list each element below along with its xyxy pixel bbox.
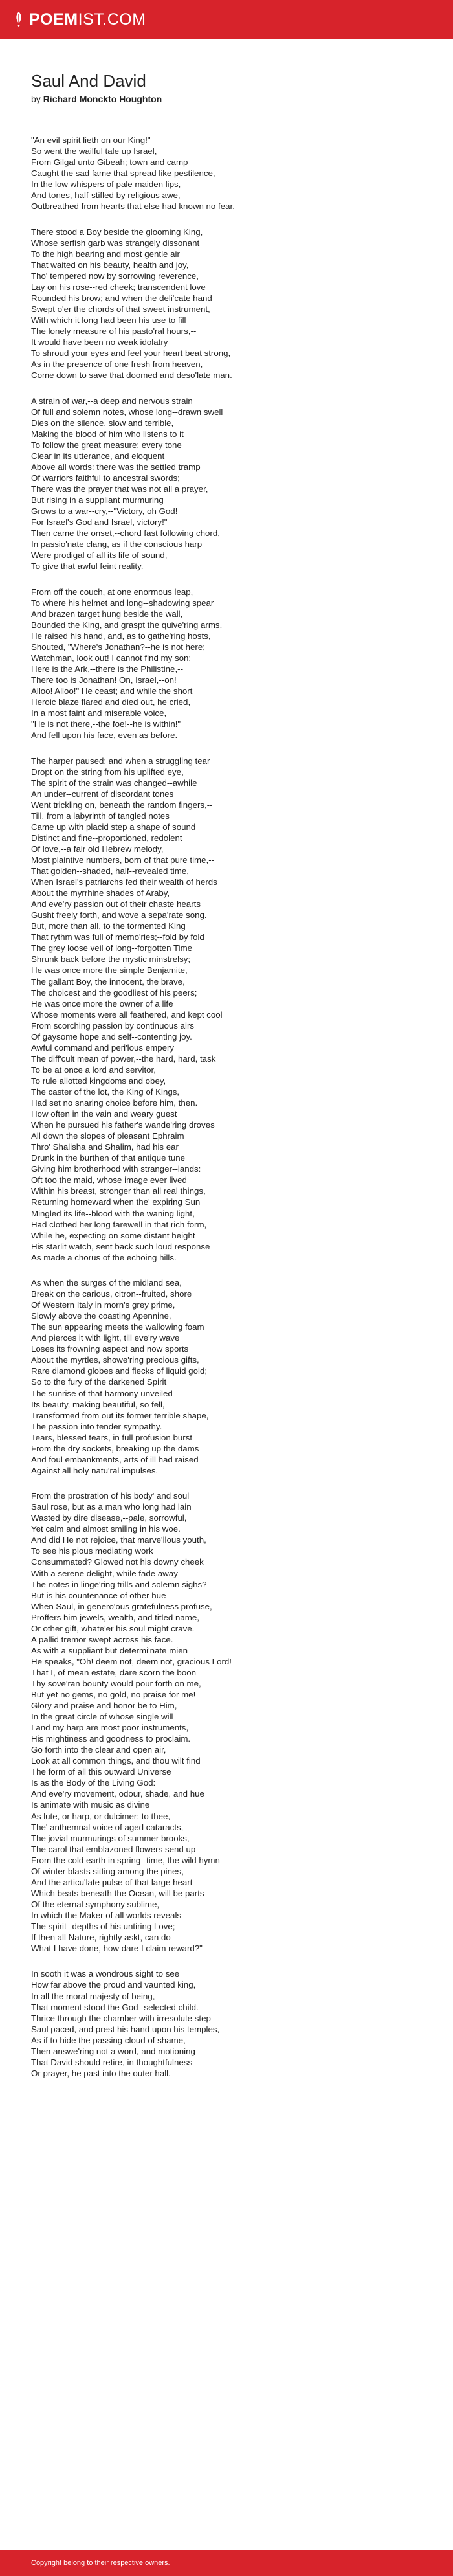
poem-line: That I, of mean estate, dare scorn the boon — [31, 1667, 197, 1677]
poem-line: That rythm was full of memo'ries;--fold by fold — [31, 932, 204, 943]
poem-line: Of Western Italy in morn's grey prime, — [31, 1300, 175, 1310]
quill-pen-icon — [14, 12, 23, 27]
poem-line: As with a suppliant but determi'nate mien — [31, 1645, 188, 1655]
poem-line: All down the slopes of pleasant Ephraim — [31, 1131, 184, 1141]
poem-line: To where his helmet and long--shadowing spear — [31, 598, 214, 608]
poem-line: The choicest and the goodliest of his peers; — [31, 987, 197, 998]
poem-line: As if to hide the passing cloud of shame, — [31, 2035, 186, 2045]
poem-line: Loses its frowning aspect and now sports — [31, 1344, 189, 1354]
poem-content — [31, 71, 432, 2093]
poem-line: There stood a Boy beside the glooming King, — [31, 227, 203, 237]
poem-line: Then answe'ring not a word, and motioning — [31, 2046, 195, 2056]
copyright-text: Copyright belong to their respective owners. — [31, 2559, 170, 2567]
poem-line: Making the blood of him who listens to it — [31, 429, 184, 439]
poem-line: From the dry sockets, breaking up the dams — [31, 1443, 199, 1453]
poem-line: Dies on the silence, slow and terrible, — [31, 418, 174, 428]
poem-line: Shouted, "Where's Jonathan?--he is not here; — [31, 642, 205, 652]
poem-line: To rule allotted kingdoms and obey, — [31, 1075, 166, 1086]
poem-line: Went trickling on, beneath the random fingers,-- — [31, 800, 213, 810]
poem-line: Transformed from out its former terrible shape, — [31, 1410, 209, 1420]
poem-line: Go forth into the clear and open air, — [31, 1745, 166, 1755]
logo-text-strong: POEM — [29, 10, 78, 28]
poem-line: Heroic blaze flared and died out, he cried, — [31, 697, 191, 708]
poem-line: In the low whispers of pale maiden lips, — [31, 179, 181, 190]
poem-title: Saul And David — [31, 71, 146, 91]
poem-line: In the great circle of whose single will — [31, 1712, 173, 1722]
poem-line: That golden--shaded, half--revealed time, — [31, 866, 189, 877]
poem-line: From off the couch, at one enormous leap, — [31, 587, 193, 597]
poem-line: Is animate with music as divine — [31, 1800, 150, 1810]
poem-line: But is his countenance of other hue — [31, 1590, 166, 1600]
poem-line: Came up with placid step a shape of sound — [31, 822, 196, 832]
poem-line: Mingled its life--blood with the waning light, — [31, 1208, 195, 1218]
poem-line: His mightiness and goodness to proclaim. — [31, 1734, 191, 1744]
poem-line: Gusht freely forth, and wove a sepa'rate song. — [31, 910, 207, 921]
poem-line: Here is the Ark,--there is the Philistine,-- — [31, 664, 183, 674]
poem-line: Slowly above the coasting Apennine, — [31, 1311, 171, 1321]
poem-line: And brazen target hung beside the wall, — [31, 609, 183, 619]
poem-line: A strain of war,--a deep and nervous strain — [31, 396, 193, 406]
poem-line: Shrunk back before the mystic minstrelsy; — [31, 954, 191, 965]
stanza — [31, 1490, 432, 1954]
poem-line: To be at once a lord and servitor, — [31, 1064, 156, 1075]
poem-line: But, more than all, to the tormented King — [31, 921, 186, 932]
poem-line: As lute, or harp, or dulcimer: to thee, — [31, 1811, 171, 1821]
poem-line: Most plaintive numbers, born of that pure time,-- — [31, 855, 215, 865]
poem-line: Its beauty, making beautiful, so fell, — [31, 1399, 165, 1409]
poem-line: Saul paced, and prest his hand upon his temples, — [31, 2024, 220, 2034]
author-name[interactable]: Richard Monckto Houghton — [43, 94, 162, 104]
poem-line: Returning homeward when the' expiring Sun — [31, 1197, 201, 1207]
poem-line: And the articu'late pulse of that large heart — [31, 1877, 193, 1887]
poem-line: Rare diamond globes and flecks of liquid gold; — [31, 1366, 208, 1376]
poem-line: It would have been no weak idolatry — [31, 337, 168, 348]
poem-line: What I have done, how dare I claim reward?" — [31, 1943, 203, 1954]
poem-line: Oft too the maid, whose image ever lived — [31, 1175, 187, 1185]
stanza — [31, 227, 432, 381]
poem-line: In which the Maker of all worlds reveals — [31, 1910, 182, 1920]
byline-prefix: by — [31, 94, 41, 104]
poem-line: A pallid tremor swept across his face. — [31, 1634, 173, 1644]
poem-line: As made a chorus of the echoing hills. — [31, 1252, 177, 1262]
logo-text-light: IST.COM — [78, 10, 146, 28]
poem-line: But yet no gems, no gold, no praise for me! — [31, 1690, 196, 1700]
poem-line: Outbreathed from hearts that else had known no fear. — [31, 201, 235, 212]
stanza — [31, 1277, 432, 1476]
poem-line: About the myrtles, showe'ring precious gifts, — [31, 1355, 199, 1365]
poem-line: And tones, half-stifled by religious awe, — [31, 190, 181, 201]
poem-line: Above all words: there was the settled tramp — [31, 462, 201, 472]
poem-line: He raised his hand, and, as to gathe'ring hosts, — [31, 631, 211, 641]
poem-line: And eve'ry passion out of their chaste hearts — [31, 899, 201, 910]
poem-line: Against all holy natu'ral impulses. — [31, 1465, 159, 1475]
stanza — [31, 587, 432, 741]
poem-line: When Saul, in genero'ous gratefulness profuse, — [31, 1601, 212, 1611]
poem-line: In sooth it was a wondrous sight to see — [31, 1969, 180, 1979]
poem-line: Then came the onset,--chord fast following chord, — [31, 528, 220, 539]
poem-line: Swept o'er the chords of that sweet instrument, — [31, 304, 210, 314]
poem-line: To follow the great measure; every tone — [31, 440, 182, 450]
stanza — [31, 396, 432, 572]
poem-line: With which it long had been his use to fill — [31, 315, 186, 325]
poem-line: While he, expecting on some distant height — [31, 1230, 195, 1240]
poem-line: "He is not there,--the foe!--he is within!" — [31, 719, 181, 730]
poem-line: Thrice through the chamber with irresolute step — [31, 2013, 211, 2023]
poem-line: With a serene delight, while fade away — [31, 1568, 178, 1578]
poem-line: Of full and solemn notes, whose long--drawn swell — [31, 407, 223, 417]
poem-line: Or prayer, he past into the outer hall. — [31, 2068, 171, 2078]
poem-line: The sunrise of that harmony unveiled — [31, 1388, 173, 1398]
poem-line: From the prostration of his body' and soul — [31, 1491, 190, 1501]
poem-line: Is as the Body of the Living God: — [31, 1778, 156, 1788]
poem-line: The grey loose veil of long--forgotten Time — [31, 943, 193, 954]
poem-line: Tears, blessed tears, in full profusion burst — [31, 1432, 193, 1442]
poem-line: In a most faint and miserable voice, — [31, 708, 167, 719]
poem-line: Glory and praise and honor be to Him, — [31, 1701, 177, 1711]
site-header — [0, 0, 453, 39]
stanza — [31, 756, 432, 1263]
poem-line: That waited on his beauty, health and joy, — [31, 260, 189, 270]
poem-line: Were prodigal of all its life of sound, — [31, 550, 168, 561]
poem-line: To see his pious mediating work — [31, 1546, 153, 1556]
poem-line: Distinct and fine--proportioned, redolent — [31, 833, 182, 843]
poem-line: Dropt on the string from his uplifted eye, — [31, 767, 184, 777]
poem-line: Of winter blasts sitting among the pines, — [31, 1866, 184, 1876]
poem-line: The gallant Boy, the innocent, the brave, — [31, 976, 185, 987]
poem-line: Till, from a labyrinth of tangled notes — [31, 811, 170, 821]
poem-line: Giving him brotherhood with stranger--lands: — [31, 1164, 201, 1174]
poem-line: The jovial murmurings of summer brooks, — [31, 1833, 190, 1843]
poem-line: From Gilgal unto Gibeah; town and camp — [31, 157, 188, 168]
poem-line: How often in the vain and weary guest — [31, 1109, 177, 1119]
poem-line: Come down to save that doomed and deso'late man. — [31, 370, 232, 381]
byline — [31, 93, 432, 106]
poem-line: An under--current of discordant tones — [31, 789, 174, 799]
poem-line: Clear in its utterance, and eloquent — [31, 451, 165, 461]
poem-line: The spirit of the strain was changed--awhile — [31, 778, 197, 788]
poem-line: And did He not rejoice, that marve'llous youth, — [31, 1535, 206, 1545]
poem-line: Of warriors faithful to ancestral swords; — [31, 473, 180, 483]
poem-line: So to the fury of the darkened Spirit — [31, 1377, 167, 1387]
poem-line: Yet calm and almost smiling in his woe. — [31, 1524, 181, 1534]
poem-line: The spirit--depths of his untiring Love; — [31, 1921, 175, 1931]
poem-line: Alloo! Alloo!" He ceast; and while the short — [31, 686, 193, 697]
stanza — [31, 135, 432, 212]
poem-line: Drunk in the burthen of that antique tune — [31, 1153, 186, 1163]
poem-line: Bounded the King, and graspt the quive'ring arms. — [31, 620, 223, 630]
poem-line: And pierces it with light, till eve'ry wave — [31, 1333, 180, 1343]
poem-line: In all the moral majesty of being, — [31, 1991, 155, 2001]
poem-line: Break on the carious, citron--fruited, shore — [31, 1289, 192, 1299]
poem-line: Caught the sad fame that spread like pestilence, — [31, 168, 215, 179]
poem-line: Proffers him jewels, wealth, and titled name, — [31, 1612, 199, 1622]
poem-line: The passion into tender sympathy. — [31, 1421, 162, 1431]
poem-body — [31, 135, 432, 2079]
poem-line: Within his breast, stronger than all real things, — [31, 1186, 206, 1196]
poem-line: To the high bearing and most gentle air — [31, 249, 180, 259]
poem-line: His starlit watch, sent back such loud response — [31, 1241, 210, 1251]
site-footer — [0, 2550, 453, 2576]
poem-line: The carol that emblazoned flowers send up — [31, 1844, 196, 1854]
poem-line: The lonely measure of his pasto'ral hours,-- — [31, 326, 197, 337]
poem-line: The' anthemnal voice of aged cataracts, — [31, 1822, 184, 1832]
poemist-logo[interactable] — [14, 10, 146, 29]
poem-line: Of love,--a fair old Hebrew melody, — [31, 844, 164, 854]
poem-line: Had clothed her long farewell in that rich form, — [31, 1219, 207, 1229]
poem-line: As when the surges of the midland sea, — [31, 1278, 182, 1288]
stanza — [31, 1968, 432, 2078]
poem-line: That moment stood the God--selected child. — [31, 2002, 199, 2012]
poem-line: There too is Jonathan! On, Israel,--on! — [31, 675, 177, 685]
poem-line: The sun appearing meets the wallowing foam — [31, 1322, 204, 1332]
poem-line: And foul embankments, arts of ill had raised — [31, 1454, 199, 1464]
poem-line: To give that awful feint reality. — [31, 561, 144, 572]
poem-line: That David should retire, in thoughtfulness — [31, 2057, 193, 2067]
poem-line: Thro' Shalisha and Shalim, had his ear — [31, 1142, 179, 1152]
poem-line: To shroud your eyes and feel your heart beat strong, — [31, 348, 231, 359]
poem-line: Wasted by dire disease,--pale, sorrowful, — [31, 1513, 187, 1523]
poem-line: He was once more the simple Benjamite, — [31, 965, 188, 976]
poem-line: In passio'nate clang, as if the conscious harp — [31, 539, 203, 550]
poem-line: "An evil spirit lieth on our King!" — [31, 135, 151, 145]
poem-line: Which beats beneath the Ocean, will be parts — [31, 1888, 204, 1898]
poem-line: Of the eternal symphony sublime, — [31, 1899, 160, 1909]
poem-line: For Israel's God and Israel, victory!" — [31, 517, 168, 528]
poem-line: Consummated? Glowed not his downy cheek — [31, 1557, 204, 1567]
poem-line: Had set no snaring choice before him, then. — [31, 1098, 198, 1108]
poem-line: He was once more the owner of a life — [31, 998, 173, 1009]
poem-line: Whose serfish garb was strangely dissonant — [31, 238, 200, 248]
poem-line: So went the wailful tale up Israel, — [31, 146, 157, 157]
poem-line: Lay on his rose--red cheek; transcendent love — [31, 282, 206, 292]
poem-line: If then all Nature, rightly askt, can do — [31, 1932, 171, 1943]
poem-line: But rising in a suppliant murmuring — [31, 495, 164, 505]
poem-line: Or other gift, whate'er his soul might crave. — [31, 1623, 195, 1633]
poem-line: The caster of the lot, the King of Kings, — [31, 1086, 180, 1097]
poem-line: Rounded his brow; and when the deli'cate hand — [31, 293, 212, 303]
poem-line: Tho' tempered now by sorrowing reverence, — [31, 271, 199, 281]
poem-line: Look at all common things, and thou wilt find — [31, 1756, 201, 1766]
poem-line: And eve'ry movement, odour, shade, and hue — [31, 1789, 204, 1799]
poem-line: The form of all this outward Universe — [31, 1767, 171, 1777]
poem-line: The harper paused; and when a struggling tear — [31, 756, 210, 766]
poem-line: From the cold earth in spring--time, the wild hymn — [31, 1855, 220, 1865]
poem-line: As in the presence of one fresh from heaven, — [31, 359, 203, 370]
poem-line: How far above the proud and vaunted king, — [31, 1980, 196, 1990]
poem-line: Thy sove'ran bounty would pour forth on me, — [31, 1678, 201, 1688]
poem-line: Watchman, look out! I cannot find my son; — [31, 653, 192, 663]
poem-line: And fell upon his face, even as before. — [31, 730, 178, 741]
poem-line: The notes in linge'ring trills and solemn sighs? — [31, 1579, 207, 1589]
poem-line: From scorching passion by continuous airs — [31, 1020, 195, 1031]
poem-line: He speaks, "Oh! deem not, deem not, gracious Lord! — [31, 1656, 232, 1666]
poem-line: Grows to a war--cry,--"Victory, oh God! — [31, 506, 178, 517]
poem-line: I and my harp are most poor instruments, — [31, 1723, 189, 1733]
poem-line: Whose moments were all feathered, and kept cool — [31, 1009, 223, 1020]
poem-line: When Israel's patriarchs fed their wealth of herds — [31, 877, 217, 888]
poem-line: Saul rose, but as a man who long had lain — [31, 1502, 192, 1512]
poem-line: When he pursued his father's wande'ring droves — [31, 1120, 215, 1130]
poem-line: Of gaysome hope and self--contenting joy. — [31, 1031, 192, 1042]
poem-line: There was the prayer that was not all a prayer, — [31, 484, 208, 494]
poem-line: About the myrrhine shades of Araby, — [31, 888, 170, 899]
poem-line: Awful command and peri'lous empery — [31, 1042, 175, 1053]
poem-line: The diff'cult mean of power,--the hard, hard, task — [31, 1053, 216, 1064]
